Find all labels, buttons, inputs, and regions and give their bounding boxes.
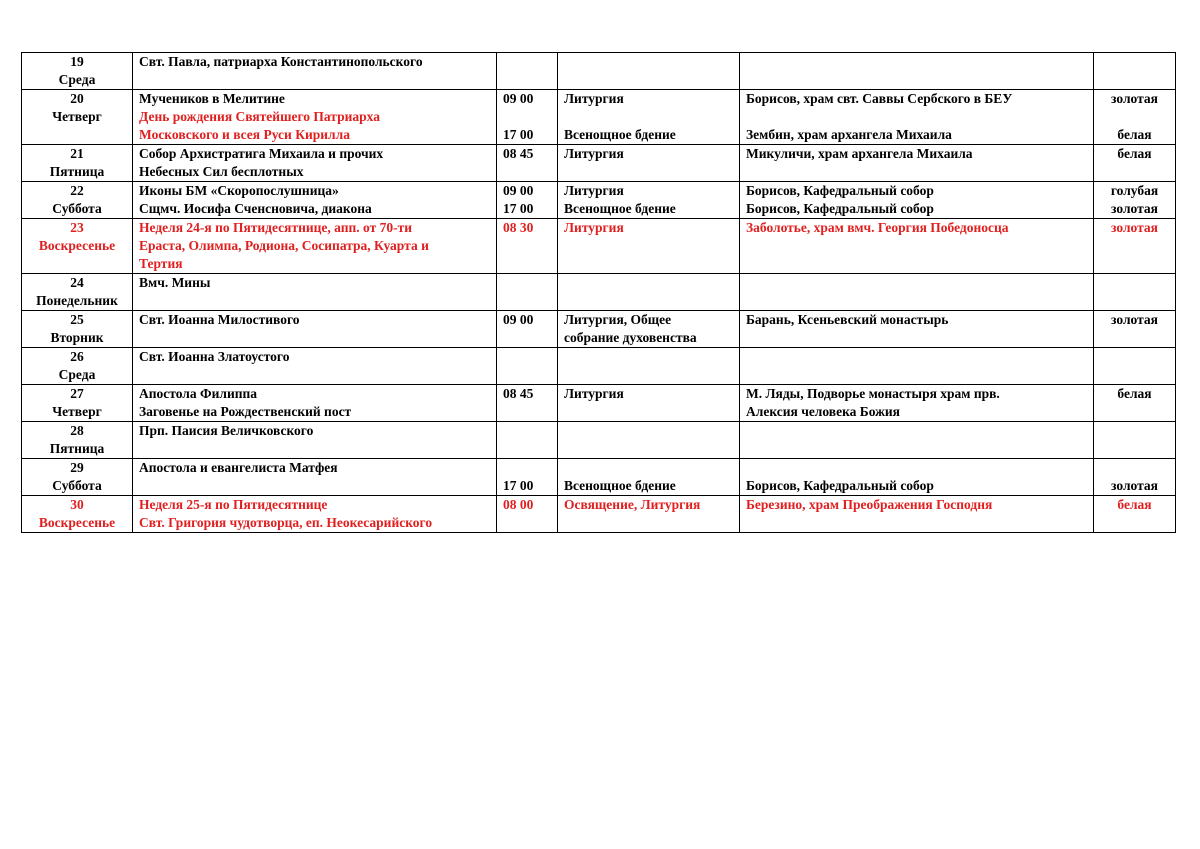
service-cell <box>558 274 740 311</box>
schedule-row <box>22 274 1176 311</box>
feast-text: Свт. Григория чудотворца, еп. Неокесарийского <box>139 515 433 530</box>
place-cell <box>740 385 1094 422</box>
feast-text: Иконы БМ «Скоропослушница» <box>139 183 339 198</box>
weekday-label: Вторник <box>50 330 104 345</box>
service-time: 08 30 <box>503 220 534 235</box>
service-place: Зембин, храм архангела Михаила <box>746 127 952 142</box>
service-time: 09 00 <box>503 312 534 327</box>
place-cell <box>740 459 1094 496</box>
service-place: Заболотье, храм вмч. Георгия Победоносца <box>746 220 1009 235</box>
schedule-row <box>22 348 1176 385</box>
feast-cell <box>133 422 497 459</box>
schedule-row <box>22 385 1176 422</box>
feast-note: День рождения Святейшего Патриарха <box>139 109 380 124</box>
vestment-cell <box>1094 385 1176 422</box>
feast-note: Московского и всея Руси Кирилла <box>139 127 350 142</box>
service-place: Микуличи, храм архангела Михаила <box>746 146 973 161</box>
day-number: 21 <box>70 146 84 161</box>
feast-text: Небесных Сил бесплотных <box>139 164 304 179</box>
feast-cell <box>133 182 497 219</box>
service-place: Борисов, Кафедральный собор <box>746 183 934 198</box>
service-cell <box>558 422 740 459</box>
vestment-color: золотая <box>1111 91 1158 106</box>
service-cell <box>558 311 740 348</box>
weekday-label: Четверг <box>52 109 102 124</box>
feast-cell <box>133 219 497 274</box>
service-name: Всенощное бдение <box>564 201 676 216</box>
feast-cell <box>133 459 497 496</box>
day-number: 30 <box>70 497 84 512</box>
weekday-label: Пятница <box>49 441 105 456</box>
schedule-table <box>21 52 1176 533</box>
day-number: 25 <box>70 312 84 327</box>
weekday-label: Суббота <box>52 478 102 493</box>
service-name: Литургия <box>564 183 624 198</box>
feast-cell <box>133 496 497 533</box>
feast-text: Заговенье на Рождественский пост <box>139 404 352 419</box>
time-cell <box>497 311 558 348</box>
feast-text: Вмч. Мины <box>139 275 211 290</box>
service-time: 08 00 <box>503 497 534 512</box>
day-cell <box>22 145 133 182</box>
service-place: Березино, храм Преображения Господня <box>746 497 993 512</box>
vestment-cell <box>1094 182 1176 219</box>
place-cell <box>740 182 1094 219</box>
feast-cell <box>133 311 497 348</box>
feast-text: Прп. Паисия Величковского <box>139 423 314 438</box>
schedule-row <box>22 422 1176 459</box>
feast-text: Неделя 25-я по Пятидесятнице <box>139 497 328 512</box>
day-cell <box>22 422 133 459</box>
service-name: Освящение, Литургия <box>564 497 701 512</box>
feast-text: Неделя 24-я по Пятидесятнице, апп. от 70-ти <box>139 220 413 235</box>
feast-text: Свт. Иоанна Милостивого <box>139 312 300 327</box>
day-cell <box>22 90 133 145</box>
time-cell <box>497 459 558 496</box>
weekday-label: Понедельник <box>36 293 118 308</box>
service-place: Борисов, Кафедральный собор <box>746 201 934 216</box>
weekday-label: Четверг <box>52 404 102 419</box>
vestment-color: белая <box>1117 497 1152 512</box>
vestment-color: белая <box>1117 386 1152 401</box>
feast-cell <box>133 385 497 422</box>
service-place: Борисов, Кафедральный собор <box>746 478 934 493</box>
service-time: 17 00 <box>503 201 534 216</box>
day-number: 24 <box>70 275 84 290</box>
feast-text: Собор Архистратига Михаила и прочих <box>139 146 384 161</box>
service-name: Литургия <box>564 91 624 106</box>
service-time: 17 00 <box>503 127 534 142</box>
vestment-cell <box>1094 274 1176 311</box>
day-cell <box>22 311 133 348</box>
feast-text: Апостола и евангелиста Матфея <box>139 460 338 475</box>
schedule-row <box>22 90 1176 145</box>
feast-text: Апостола Филиппа <box>139 386 258 401</box>
day-number: 27 <box>70 386 84 401</box>
feast-text: Ераста, Олимпа, Родиона, Сосипатра, Куарта и <box>139 238 429 253</box>
time-cell <box>497 145 558 182</box>
weekday-label: Среда <box>58 72 96 87</box>
time-cell <box>497 182 558 219</box>
weekday-label: Воскресенье <box>38 515 116 530</box>
vestment-cell <box>1094 496 1176 533</box>
service-name: Литургия <box>564 220 624 235</box>
schedule-row <box>22 311 1176 348</box>
service-time: 09 00 <box>503 183 534 198</box>
time-cell <box>497 274 558 311</box>
vestment-cell <box>1094 53 1176 90</box>
place-cell <box>740 145 1094 182</box>
vestment-color: золотая <box>1111 220 1158 235</box>
day-number: 28 <box>70 423 84 438</box>
service-cell <box>558 219 740 274</box>
schedule-row <box>22 53 1176 90</box>
time-cell <box>497 53 558 90</box>
day-cell <box>22 274 133 311</box>
vestment-color: голубая <box>1110 183 1159 198</box>
time-cell <box>497 496 558 533</box>
feast-cell <box>133 53 497 90</box>
service-name: Всенощное бдение <box>564 127 676 142</box>
service-cell <box>558 182 740 219</box>
service-place: М. Ляды, Подворье монастыря храм прв. <box>746 386 1000 401</box>
time-cell <box>497 422 558 459</box>
schedule-row <box>22 219 1176 274</box>
vestment-color: золотая <box>1111 201 1158 216</box>
vestment-color: белая <box>1117 146 1152 161</box>
place-cell <box>740 274 1094 311</box>
place-cell <box>740 90 1094 145</box>
service-name: Всенощное бдение <box>564 478 676 493</box>
day-cell <box>22 385 133 422</box>
service-place: Барань, Ксеньевский монастырь <box>746 312 949 327</box>
vestment-cell <box>1094 311 1176 348</box>
service-name: собрание духовенства <box>564 330 697 345</box>
place-cell <box>740 348 1094 385</box>
service-name: Литургия, Общее <box>564 312 672 327</box>
service-time: 17 00 <box>503 478 534 493</box>
feast-text: Сщмч. Иосифа Сченсновича, диакона <box>139 201 372 216</box>
vestment-cell <box>1094 422 1176 459</box>
place-cell <box>740 496 1094 533</box>
feast-text: Мучеников в Мелитине <box>139 91 285 106</box>
vestment-color: белая <box>1117 127 1152 142</box>
service-place: Борисов, храм свт. Саввы Сербского в БЕУ <box>746 91 1013 106</box>
schedule-row <box>22 145 1176 182</box>
feast-cell <box>133 90 497 145</box>
weekday-label: Пятница <box>49 164 105 179</box>
service-cell <box>558 385 740 422</box>
day-cell <box>22 496 133 533</box>
feast-cell <box>133 145 497 182</box>
vestment-cell <box>1094 459 1176 496</box>
service-cell <box>558 90 740 145</box>
service-place: Алексия человека Божия <box>746 404 900 419</box>
service-time: 09 00 <box>503 91 534 106</box>
feast-cell <box>133 348 497 385</box>
service-cell <box>558 496 740 533</box>
place-cell <box>740 311 1094 348</box>
schedule-row <box>22 459 1176 496</box>
day-number: 29 <box>70 460 84 475</box>
service-cell <box>558 348 740 385</box>
feast-text: Свт. Иоанна Златоустого <box>139 349 290 364</box>
place-cell <box>740 422 1094 459</box>
weekday-label: Среда <box>58 367 96 382</box>
service-time: 08 45 <box>503 146 534 161</box>
day-number: 26 <box>70 349 84 364</box>
vestment-cell <box>1094 90 1176 145</box>
place-cell <box>740 219 1094 274</box>
feast-cell <box>133 274 497 311</box>
time-cell <box>497 385 558 422</box>
vestment-cell <box>1094 145 1176 182</box>
day-cell <box>22 53 133 90</box>
day-number: 19 <box>70 54 84 69</box>
day-cell <box>22 219 133 274</box>
vestment-cell <box>1094 348 1176 385</box>
feast-text: Свт. Павла, патриарха Константинопольского <box>139 54 423 69</box>
time-cell <box>497 219 558 274</box>
schedule-row <box>22 182 1176 219</box>
service-name: Литургия <box>564 146 624 161</box>
weekday-label: Воскресенье <box>38 238 116 253</box>
feast-text: Тертия <box>139 256 183 271</box>
vestment-cell <box>1094 219 1176 274</box>
time-cell <box>497 348 558 385</box>
place-cell <box>740 53 1094 90</box>
vestment-color: золотая <box>1111 312 1158 327</box>
day-number: 23 <box>70 220 84 235</box>
vestment-color: золотая <box>1111 478 1158 493</box>
day-number: 20 <box>70 91 84 106</box>
day-cell <box>22 348 133 385</box>
service-cell <box>558 459 740 496</box>
day-cell <box>22 459 133 496</box>
time-cell <box>497 90 558 145</box>
service-time: 08 45 <box>503 386 534 401</box>
service-cell <box>558 53 740 90</box>
day-number: 22 <box>70 183 84 198</box>
day-cell <box>22 182 133 219</box>
service-name: Литургия <box>564 386 624 401</box>
service-cell <box>558 145 740 182</box>
schedule-row <box>22 496 1176 533</box>
weekday-label: Суббота <box>52 201 102 216</box>
